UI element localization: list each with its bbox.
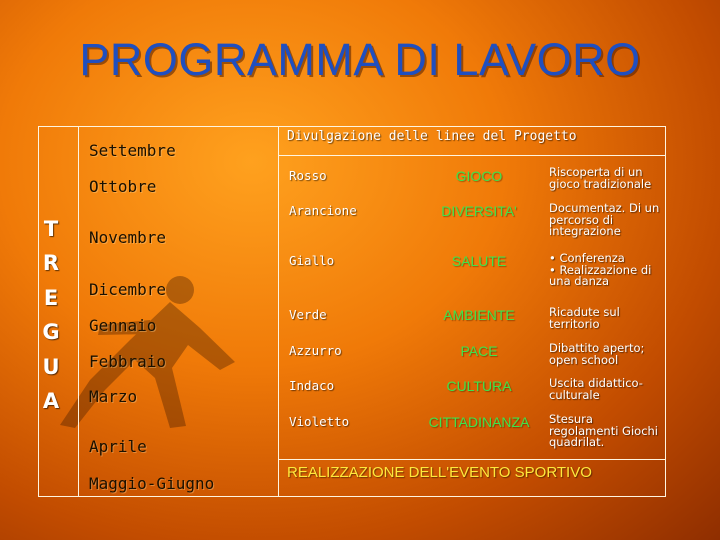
month-label: Dicembre xyxy=(89,280,167,299)
project-header: Divulgazione delle linee del Progetto xyxy=(287,129,577,144)
vertical-letter: R xyxy=(42,251,60,276)
vertical-letter: T xyxy=(43,217,59,241)
table-bottom-border xyxy=(38,496,666,497)
table-header-divider xyxy=(278,155,666,156)
month-label: Novembre xyxy=(89,228,167,247)
row-theme: SALUTE xyxy=(451,253,507,269)
final-event-label: REALIZZAZIONE DELL'EVENTO SPORTIVO xyxy=(287,464,592,481)
month-label: Settembre xyxy=(89,141,176,160)
month-label: Aprile xyxy=(89,437,147,456)
row-description: Stesura regolamenti Giochi quadrilat. xyxy=(549,412,659,449)
vertical-letter: G xyxy=(42,320,60,345)
month-label: Maggio-Giugno xyxy=(89,474,215,493)
row-description: Documentaz. Di un percorso di integrazione xyxy=(549,201,660,238)
month-label: Ottobre xyxy=(89,177,157,196)
vertical-letter: U xyxy=(42,354,60,379)
row-color: Verde xyxy=(289,307,327,322)
row-color: Arancione xyxy=(289,203,357,218)
row-theme: DIVERSITA' xyxy=(441,203,517,219)
row-description: Uscita didattico-culturale xyxy=(549,376,643,402)
row-color: Indaco xyxy=(289,378,335,393)
vertical-word xyxy=(40,212,62,418)
table-last-divider xyxy=(278,459,666,460)
row-color: Violetto xyxy=(289,414,350,429)
row-description: Ricadute sul territorio xyxy=(549,305,620,331)
table-column-divider-2 xyxy=(278,126,279,497)
table-left-border xyxy=(38,126,39,497)
row-theme: AMBIENTE xyxy=(443,307,515,323)
row-description: Riscoperta di un gioco tradizionale xyxy=(549,165,652,191)
row-color: Rosso xyxy=(289,168,327,183)
row-description: • Conferenza • Realizzazione di una danza xyxy=(549,251,652,288)
month-label: Febbraio xyxy=(89,352,167,371)
row-theme: PACE xyxy=(460,343,498,359)
row-theme: CULTURA xyxy=(446,378,512,394)
row-color: Giallo xyxy=(289,253,335,268)
row-color: Azzurro xyxy=(289,343,342,358)
month-label: Marzo xyxy=(89,387,138,406)
row-description: Dibattito aperto; open school xyxy=(549,341,645,367)
row-theme: CITTADINANZA xyxy=(428,414,530,430)
table-right-border xyxy=(665,126,666,497)
slide-title: PROGRAMMA DI LAVORO xyxy=(79,34,641,85)
month-label: Gennaio xyxy=(89,316,157,335)
table-top-border xyxy=(38,126,666,127)
vertical-letter: A xyxy=(42,389,60,414)
vertical-letter: E xyxy=(43,285,59,310)
table-column-divider-1 xyxy=(78,126,79,497)
row-theme: GIOCO xyxy=(455,168,503,184)
